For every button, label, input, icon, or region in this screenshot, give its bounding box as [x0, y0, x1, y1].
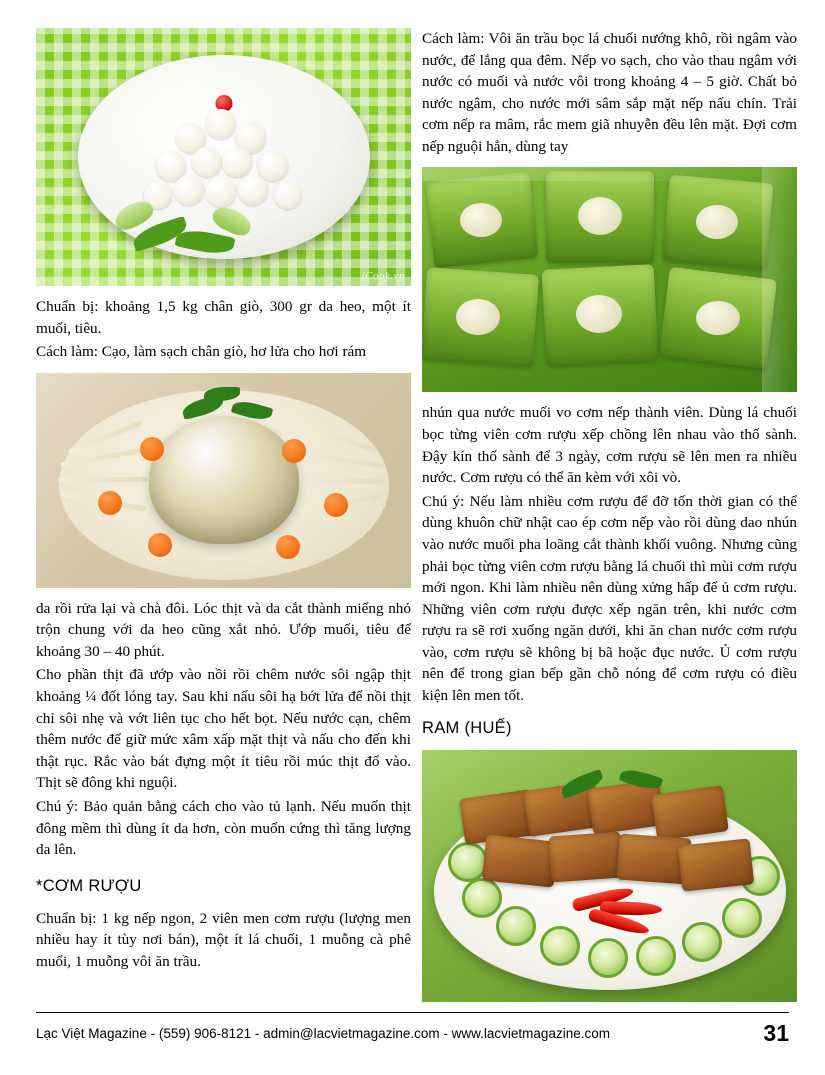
footer-contact-text: Lạc Việt Magazine - (559) 906-8121 - admin@lacvietmagazine.com - www.lacvietmagazine.com — [36, 1026, 610, 1041]
paragraph: Cách làm: Cạo, làm sạch chân giò, hơ lửa cho hơi rám — [36, 343, 367, 361]
paragraph: da rồi rửa lại và chà đôi. Lóc thịt và da cắt thành miếng nhỏ trộn chung với da heo cũng xắt nhỏ. Ướp muối, tiêu để khoảng 30 – 40 phút. — [36, 599, 411, 660]
paragraph: Chú ý: Nếu làm nhiều cơm rượu để đỡ tốn thời gian có thể dùng khuôn chữ nhật cao ép cơm nếp vào rồi dùng dao nhún vào nước muối pha loãng cắt thành khối vuông. Nhưng cũng phải bọc từng viên cơm rượu bằng lá chuối thì mùi cơm rượu mới ngon. Khi làm nhiều nên dùng xửng hấp để ủ cơm rượu. Những viên cơm rượu được xếp ngăn trên, khi nước cơm rượu ra sẽ rơi xuống ngăn dưới, khi ăn chan nước cơm rượu vào, cơm rượu sẽ không bị bã hoặc đục nước. Ủ cơm rượu nên để trong gian bếp gần chỗ nóng để cơm rượu có điều kiện lên men tốt. — [422, 492, 797, 704]
banana-leaf-wrapped-com-ruou-photo — [422, 167, 797, 392]
paragraph: nhún qua nước muối vo cơm nếp thành viên. Dùng lá chuối bọc từng viên cơm rượu xếp chồng lên nhau vào thố sành. Đậy kín thố sành để 3 ngày, cơm rượu sẽ lên men ra nhiều nước. Cơm rượu có thể ăn kèm với xôi vò. — [422, 404, 797, 487]
paragraph: Cách làm: Vôi ăn trầu bọc lá chuối nướng khô, rồi ngâm vào nước, để lắng qua đêm. Nếp vo sạch, cho vào thau ngâm với nước có muối và nước vôi trong khoảng 4 – 5 giờ. Chất bỏ nước ngâm, cho nước mới sâm sắp mặt nếp nấu chín. Trải cơm nếp ra mâm, rắc mem giã nhuyễn đều lên mặt. Đợi cơm nếp nguội hẳn, dùng tay — [422, 30, 797, 155]
paragraph: Chuẩn bị: 1 kg nếp ngon, 2 viên men cơm rượu (lượng men nhiều hay ít tùy nơi bán), một ít lá chuối, 1 muỗng cà phê muối, 1 muỗng vôi ăn trầu. — [36, 909, 411, 970]
paragraph: Chú ý: Bảo quản bằng cách cho vào tủ lạnh. Nếu muốn thịt đông mềm thì dùng ít da hơn, còn muốn cứng thì tăng lượng da lên. — [36, 797, 411, 859]
pork-aspic-photo — [36, 373, 411, 588]
right-column — [422, 28, 797, 1012]
page-number: 31 — [763, 1020, 789, 1046]
section-heading-com-ruou: *CƠM RƯỢU — [36, 876, 142, 895]
paragraph: Cho phần thịt đã ướp vào nồi rồi chêm nước sôi ngập thịt khoảng ¼ đốt lóng tay. Sau khi nấu sôi hạ bớt lửa để nồi thịt chỉ sôi nhẹ và vớt liên tục cho hết bọt. Nếu nước cạn, chêm thêm nước để giữ mức xâm xấp mặt thịt và nấu cho đến khi thật rục. Rắc vào bát đựng một ít tiêu rồi múc thịt đổ vào. Thịt sẽ đông khi nguội. — [36, 666, 411, 792]
pearl-rice-balls-photo — [36, 28, 411, 286]
fried-spring-rolls-ram-photo — [422, 750, 797, 1002]
section-heading-ram-hue: RAM (HUẾ) — [422, 718, 512, 737]
rice-ball-mound — [140, 89, 308, 215]
aspic-dome — [149, 416, 299, 544]
page-footer — [36, 1012, 789, 1047]
left-column — [36, 28, 411, 974]
paragraph: Chuẩn bị: khoảng 1,5 kg chân giò, 300 gr da heo, một ít muối, tiêu. — [36, 298, 411, 337]
photo-watermark: iCook.vn — [361, 270, 405, 282]
